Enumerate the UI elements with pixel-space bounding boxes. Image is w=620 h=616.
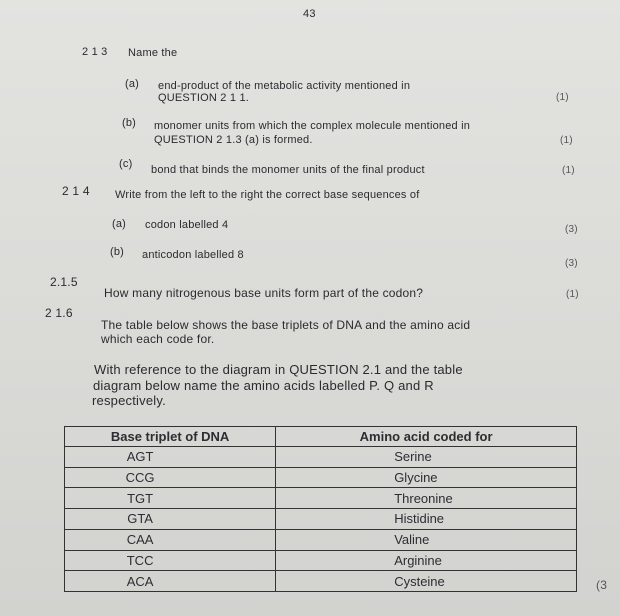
q216-number: 2 1.6 [45,306,73,320]
q214a-marks: (3) [565,224,578,235]
table-row [65,447,577,468]
q213a-marks: (1) [556,92,569,103]
table-header-row [65,427,577,447]
q214b-text: anticodon labelled 8 [142,249,244,261]
amino-acid-cell: Glycine [276,467,577,488]
amino-acid-cell: Arginine [276,550,577,571]
q216-para-line1: With reference to the diagram in QUESTION 2.1 and the table [94,362,463,377]
q213a-line2: QUESTION 2 1 1. [158,92,250,104]
q213b-line2: QUESTION 2 1.3 (a) is formed. [154,134,313,146]
amino-acid-cell: Cysteine [276,571,577,592]
q215-text: How many nitrogenous base units form part of the codon? [104,286,424,300]
base-triplet-cell: AGT [65,447,276,468]
base-triplet-cell: TCC [65,550,276,571]
page-number: 43 [303,8,316,20]
amino-acid-cell: Valine [276,529,577,550]
q216-marks: (3 [596,578,608,592]
q216-line1: The table below shows the base triplets of DNA and the amino acid [101,318,471,332]
table-row [65,550,577,571]
q216-para-line3: respectively. [92,393,166,408]
q213a-label: (a) [125,78,140,90]
q213c-label: (c) [119,158,133,170]
q213b-marks: (1) [560,135,573,146]
amino-acid-cell: Histidine [276,509,577,530]
table-row [65,467,577,488]
q213c-text: bond that binds the monomer units of the final product [151,164,425,176]
q213a-line1: end-product of the metabolic activity mentioned in [158,80,411,92]
q213-stem: Name the [128,47,178,59]
q213b-label: (b) [122,117,137,129]
base-triplet-cell: TGT [65,488,276,509]
q214a-label: (a) [112,218,127,230]
q215-marks: (1) [566,289,579,300]
table-row [65,488,577,509]
q215-number: 2.1.5 [50,275,78,289]
q214-number: 2 1 4 [62,184,90,198]
q213b-line1: monomer units from which the complex molecule mentioned in [154,120,471,132]
amino-acid-cell: Serine [276,447,577,468]
table-row [65,509,577,530]
q216-para-line2: diagram below name the amino acids labelled P. Q and R [93,378,434,393]
column-header-amino-acid: Amino acid coded for [276,427,577,447]
base-triplet-cell: CAA [65,529,276,550]
q214a-text: codon labelled 4 [145,219,229,231]
amino-acid-cell: Threonine [276,488,577,509]
q213c-marks: (1) [562,165,575,176]
q216-line2: which each code for. [101,332,215,346]
base-triplet-cell: GTA [65,509,276,530]
table-row [65,529,577,550]
q214-stem: Write from the left to the right the correct base sequences of [115,189,420,201]
column-header-base-triplet: Base triplet of DNA [65,427,276,447]
q214b-label: (b) [110,246,125,258]
base-triplet-cell: CCG [65,467,276,488]
q214b-marks: (3) [565,258,578,269]
q213-number: 2 1 3 [82,46,108,58]
dna-amino-acid-table [64,426,577,592]
table-row [65,571,577,592]
base-triplet-cell: ACA [65,571,276,592]
